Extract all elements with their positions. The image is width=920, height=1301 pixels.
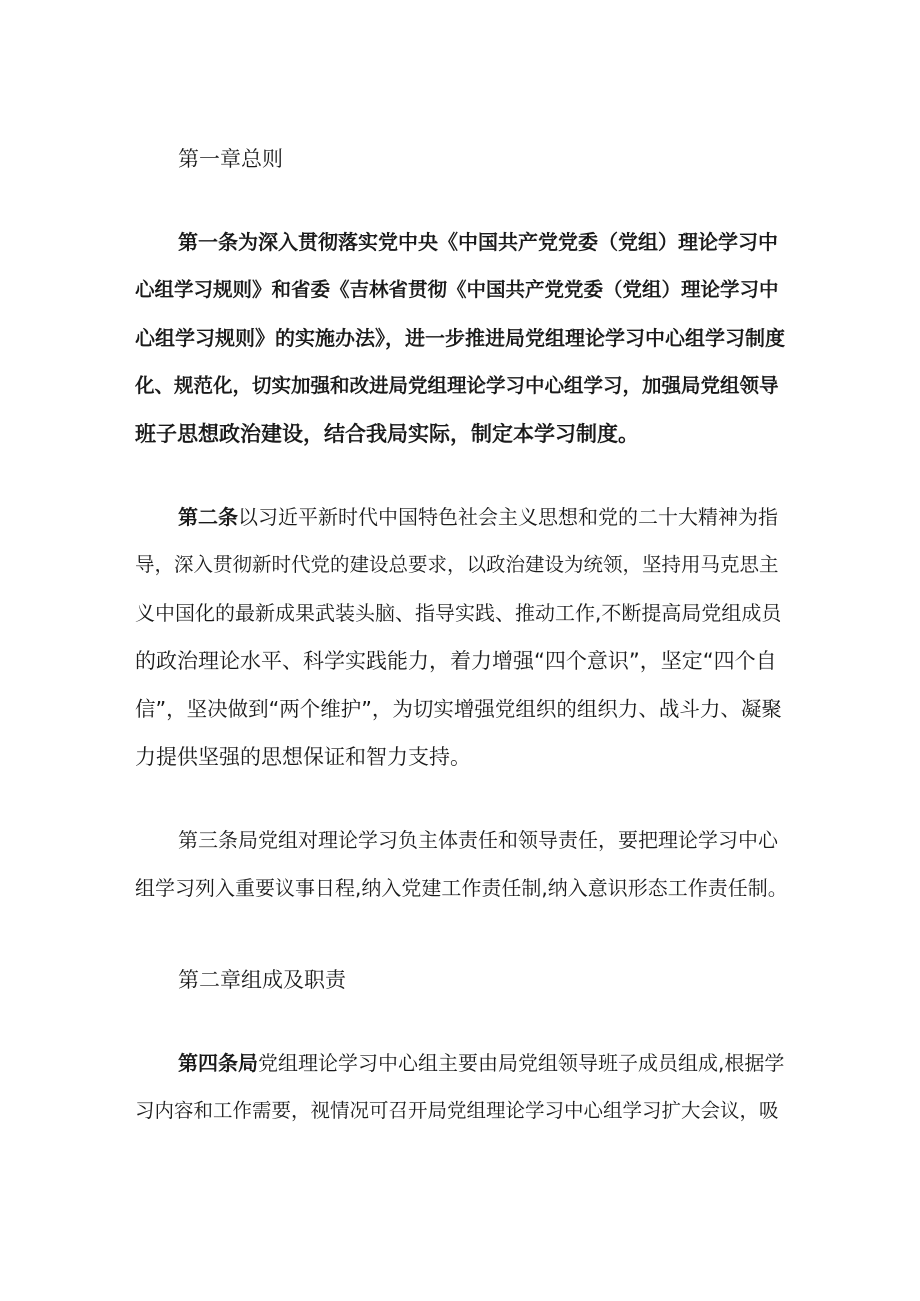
article-4-line-1-text: 党组理论学习中心组主要由局党组领导班子成员组成,根据学 (258, 1051, 785, 1075)
article-2-line-3: 义中国化的最新成果武装头脑、指导实践、推动工作,不断提高局党组成员 (135, 601, 782, 625)
article-1-line-2: 心组学习规则》和省委《吉林省贯彻《中国共产党党委（党组）理论学习中 (135, 278, 779, 301)
article-1-line-5: 班子思想政治建设，结合我局实际，制定本学习制度。 (135, 422, 639, 446)
article-2-label: 第二条 (178, 505, 238, 529)
article-1-line-1: 第一条为深入贯彻落实党中央《中国共产党党委（党组）理论学习中 (178, 230, 778, 254)
chapter-heading-1: 第一章总则 (178, 147, 283, 171)
chapter-heading-2: 第二章组成及职责 (178, 968, 346, 992)
article-2-line-4: 的政治理论水平、科学实践能力，着力增强“四个意识”，坚定“四个自 (135, 649, 777, 673)
article-3-line-1: 第三条局党组对理论学习负主体责任和领导责任，要把理论学习中心 (178, 828, 778, 852)
article-2-line-5: 信”，坚决做到“两个维护”，为切实增强党组织的组织力、战斗力、凝聚 (135, 697, 782, 721)
article-4-line-2: 习内容和工作需要，视情况可召开局党组理论学习中心组学习扩大会议，吸 (135, 1099, 779, 1122)
article-2-line-2: 导，深入贯彻新时代党的建设总要求，以政治建设为统领，坚持用马克思主 (135, 553, 779, 576)
article-4-line-1 (178, 1048, 784, 1078)
article-1-line-4: 化、规范化，切实加强和改进局党组理论学习中心组学习，加强局党组领导 (135, 374, 779, 397)
article-2-line-1-text: 以习近平新时代中国特色社会主义思想和党的二十大精神为指 (238, 505, 778, 529)
article-2-line-1 (178, 502, 778, 532)
article-4-label: 第四条局 (178, 1051, 258, 1075)
article-2-line-6: 力提供坚强的思想保证和智力支持。 (135, 745, 471, 769)
article-3-line-2: 组学习列入重要议事日程,纳入党建工作责任制,纳入意识形态工作责任制。 (135, 876, 788, 900)
article-1-line-3: 心组学习规则》的实施办法》，进一步推进局党组理论学习中心组学习制度 (135, 326, 785, 350)
